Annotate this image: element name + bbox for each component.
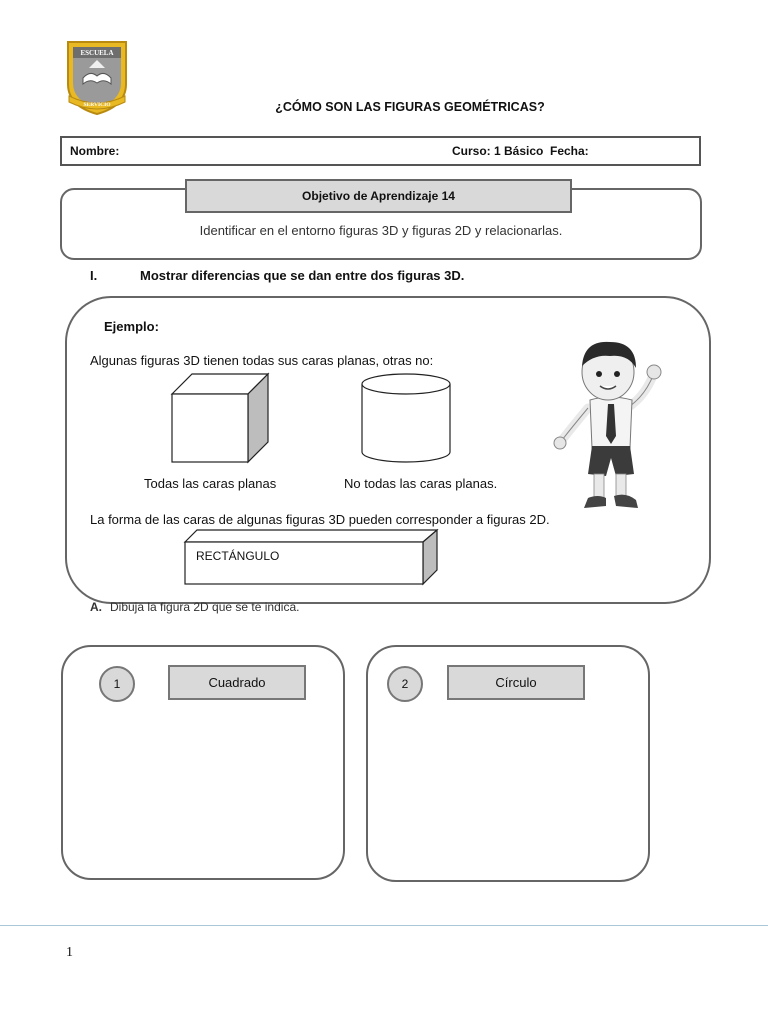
prism-label: RECTÁNGULO: [196, 549, 280, 563]
item-number-1: 1: [99, 666, 135, 702]
date-label: Fecha:: [550, 144, 589, 158]
objective-text: Identificar en el entorno figuras 3D y figuras 2D y relacionarlas.: [199, 223, 563, 238]
name-label: Nombre:: [70, 144, 120, 158]
task-text: Dibuja la figura 2D que se te indica.: [110, 600, 300, 614]
section-number: I.: [90, 268, 98, 283]
section-title: Mostrar diferencias que se dan entre dos figuras 3D.: [140, 268, 465, 283]
cylinder-caption: No todas las caras planas.: [344, 476, 498, 491]
page-number: 1: [66, 945, 73, 960]
cube-caption: Todas las caras planas: [144, 476, 277, 491]
cylinder-icon: [360, 372, 452, 464]
footer-divider: [0, 925, 768, 926]
cube-icon: [170, 372, 270, 464]
student-info-bar: [60, 136, 701, 166]
shield-icon: [66, 40, 128, 116]
example-note: La forma de las caras de algunas figuras 3D pueden corresponder a figuras 2D.: [90, 512, 550, 527]
shape-label-square: Cuadrado: [168, 665, 306, 700]
boy-illustration-icon: [548, 336, 676, 522]
task-letter: A.: [90, 600, 102, 614]
item-number-2: 2: [387, 666, 423, 702]
svg-text:ESCUELA: ESCUELA: [80, 49, 114, 57]
example-intro: Algunas figuras 3D tienen todas sus caras planas, otras no:: [90, 353, 434, 368]
example-label: Ejemplo:: [104, 319, 159, 334]
objective-title: Objetivo de Aprendizaje 14: [185, 179, 572, 213]
svg-text:SERVICIO: SERVICIO: [83, 102, 111, 108]
shape-label-circle: Círculo: [447, 665, 585, 700]
school-logo: [66, 40, 128, 116]
course-label: Curso: 1 Básico: [452, 144, 544, 158]
page-title: ¿CÓMO SON LAS FIGURAS GEOMÉTRICAS?: [275, 100, 545, 114]
task-instruction: [90, 600, 299, 614]
